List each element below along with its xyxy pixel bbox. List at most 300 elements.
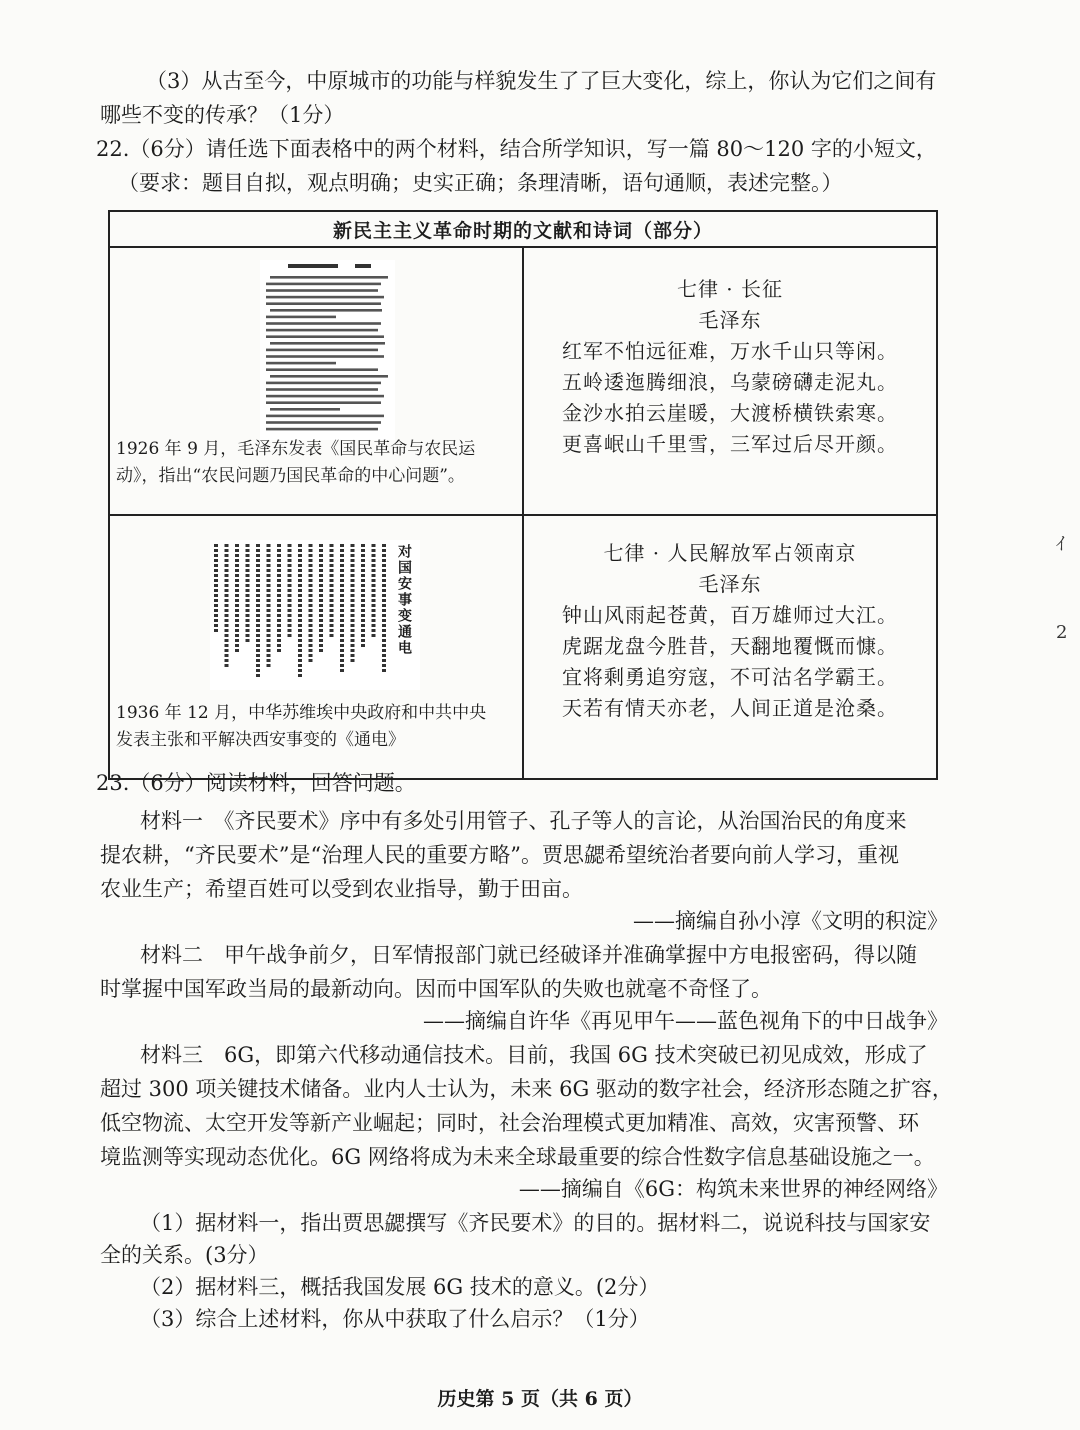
document-text-mark [382,564,386,567]
document-text-line [270,375,388,378]
document-text-mark [309,549,313,552]
document-text-mark [309,654,313,657]
document-text-mark [382,574,386,577]
document-text-line [266,395,384,398]
page-footer: 历史第 5 页（共 6 页） [437,1388,643,1410]
document-text-mark [340,619,344,622]
document-text-mark [372,554,376,557]
document-text-mark [309,609,313,612]
document-text-mark [298,654,302,657]
document-text-mark [267,569,271,572]
document-text-mark [277,569,281,572]
document-text-mark [246,614,250,617]
document-text-mark [277,564,281,567]
document-1926-image [260,260,395,440]
document-text-mark [277,589,281,592]
document-text-mark [372,544,376,547]
document-text-mark [372,624,376,627]
document-text-mark [319,574,323,577]
document-text-mark [225,604,229,607]
document-text-mark [235,599,239,602]
document-text-mark [267,604,271,607]
document-text-mark [330,604,334,607]
document-text-mark [351,654,355,657]
document-text-mark [256,579,260,582]
cell-poem-long-march [523,247,937,515]
document-text-mark [214,624,218,627]
document-text-mark [382,614,386,617]
document-text-mark [309,624,313,627]
document-text-mark [340,574,344,577]
document-text-mark [319,589,323,592]
document-text-mark [277,544,281,547]
document-text-mark [267,589,271,592]
document-text-mark [235,594,239,597]
document-text-mark [361,584,365,587]
document-text-mark [267,594,271,597]
document-text-mark [288,549,292,552]
document-text-mark [340,624,344,627]
document-text-mark [246,579,250,582]
m1-source: ——摘编自孙小淳《文明的积淀》 [633,909,948,933]
document-text-mark [277,584,281,587]
document-text-mark [340,544,344,547]
document-text-mark [256,584,260,587]
m3-line4: 境监测等实现动态优化。6G 网络将成为未来全球最重要的综合性数字信息基础设施之一。 [100,1145,935,1169]
poem1-line: 更喜岷山千里雪，三军过后尽开颜。 [562,432,898,456]
document-text-mark [246,559,250,562]
document-text-mark [382,619,386,622]
document-text-mark [277,559,281,562]
poem1-line: 五岭逶迤腾细浪，乌蒙磅礴走泥丸。 [562,370,898,394]
document-text-line [266,349,378,352]
document-text-mark [235,574,239,577]
document-text-mark [267,654,271,657]
document-text-mark [214,554,218,557]
document-text-mark [277,644,281,647]
document-text-mark [309,574,313,577]
document-text-mark [330,579,334,582]
document-text-mark [351,599,355,602]
document-text-line [266,296,384,299]
document-text-mark [351,604,355,607]
document-text-mark [319,604,323,607]
poem2-line: 宜将剩勇追穷寇，不可沽名学霸王。 [562,665,898,689]
document-text-mark [382,589,386,592]
document-text-mark [225,644,229,647]
document-text-mark [214,614,218,617]
document-text-mark [309,594,313,597]
document-text-mark [298,609,302,612]
document-text-line [266,302,381,305]
document-text-mark [309,564,313,567]
document-text-mark [361,589,365,592]
document-text-mark [256,554,260,557]
document-1936-title: 对国安事变通电 [396,544,412,656]
document-text-mark [214,584,218,587]
document-text-mark [246,574,250,577]
document-text-mark [298,644,302,647]
document-text-mark [277,599,281,602]
document-text-mark [372,574,376,577]
document-text-mark [351,544,355,547]
document-text-mark [256,594,260,597]
document-text-mark [372,594,376,597]
document-text-mark [235,644,239,647]
document-text-mark [256,569,260,572]
document-text-mark [309,579,313,582]
q22-line2: （要求：题目自拟，观点明确；史实正确；条理清晰，语句通顺，表述完整。） [118,171,843,195]
document-text-mark [340,559,344,562]
document-text-mark [246,544,250,547]
document-text-mark [361,619,365,622]
document-text-mark [267,634,271,637]
q23-sub1-line2: 全的关系。(3分） [100,1243,269,1267]
document-text-mark [225,664,229,667]
document-text-mark [267,649,271,652]
document-text-mark [246,564,250,567]
margin-mark-2: 2 [1056,622,1068,643]
document-text-mark [277,639,281,642]
document-text-mark [298,544,302,547]
document-text-mark [298,614,302,617]
document-text-mark [382,599,386,602]
document-text-line [266,335,384,338]
document-text-mark [361,609,365,612]
caption-1936-line2: 发表主张和平解决西安事变的《通电》 [116,730,405,750]
document-text-mark [298,604,302,607]
document-text-mark [351,639,355,642]
document-text-mark [340,584,344,587]
document-text-mark [330,574,334,577]
document-text-mark [340,554,344,557]
document-text-mark [361,599,365,602]
document-text-mark [351,589,355,592]
document-text-mark [340,639,344,642]
document-text-mark [225,544,229,547]
document-text-mark [309,614,313,617]
document-text-mark [246,604,250,607]
document-text-mark [277,609,281,612]
document-text-mark [246,589,250,592]
document-text-mark [235,619,239,622]
document-text-mark [225,564,229,567]
document-text-mark [267,564,271,567]
document-text-mark [340,604,344,607]
document-text-mark [298,664,302,667]
document-text-mark [214,629,218,632]
document-text-mark [319,649,323,652]
document-text-mark [340,664,344,667]
document-text-mark [309,559,313,562]
document-text-mark [361,639,365,642]
document-text-mark [330,589,334,592]
document-text-mark [361,554,365,557]
document-text-mark [361,569,365,572]
document-text-mark [382,544,386,547]
document-text-mark [351,644,355,647]
document-text-mark [225,624,229,627]
document-text-mark [330,619,334,622]
m3-line1: 材料三 6G，即第六代移动通信技术。目前，我国 6G 技术突破已初见成效，形成了 [140,1043,928,1067]
document-text-line [270,309,382,312]
document-text-mark [235,624,239,627]
document-text-mark [256,619,260,622]
document-text-mark [382,609,386,612]
m2-line1: 材料二 甲午战争前夕，日军情报部门就已经破译并准确掌握中方电报密码，得以随 [140,943,917,967]
document-text-mark [340,579,344,582]
q22-line1: 22.（6分）请任选下面表格中的两个材料，结合所学知识，写一篇 80～120 字的小短文， [96,137,937,161]
document-text-mark [372,604,376,607]
document-text-mark [372,549,376,552]
document-text-mark [267,579,271,582]
document-text-mark [340,589,344,592]
document-text-mark [235,579,239,582]
document-text-mark [267,544,271,547]
document-text-mark [267,559,271,562]
document-text-mark [340,649,344,652]
document-text-mark [319,624,323,627]
document-text-mark [214,594,218,597]
document-text-mark [288,544,292,547]
margin-mark-1: ｲ [1056,534,1065,555]
document-text-mark [372,599,376,602]
document-text-mark [298,584,302,587]
document-text-mark [298,634,302,637]
document-text-mark [235,549,239,552]
document-text-mark [382,664,386,667]
document-text-mark [309,659,313,662]
document-text-line [270,342,385,345]
document-text-mark [298,559,302,562]
document-text-mark [256,609,260,612]
document-text-mark [382,594,386,597]
document-text-mark [382,659,386,662]
document-text-mark [225,659,229,662]
document-text-mark [225,599,229,602]
document-text-mark [225,569,229,572]
document-text-mark [288,609,292,612]
q21-3-line1: （3）从古至今，中原城市的功能与样貌发生了了巨大变化，综上，你认为它们之间有 [146,69,937,93]
document-text-mark [256,564,260,567]
document-text-line [266,382,381,385]
document-text-mark [256,589,260,592]
document-text-mark [246,609,250,612]
document-text-mark [330,629,334,632]
document-text-mark [267,584,271,587]
document-text-mark [288,564,292,567]
document-text-line [266,329,378,332]
document-text-mark [351,609,355,612]
document-text-mark [351,574,355,577]
document-text-line [266,401,381,404]
document-text-mark [319,559,323,562]
document-text-mark [235,629,239,632]
document-text-mark [256,604,260,607]
cell-document-1936 [109,515,523,779]
document-text-mark [214,559,218,562]
document-text-mark [330,584,334,587]
document-text-mark [361,634,365,637]
document-text-line [266,355,384,358]
poem1-line: 金沙水拍云崖暖，大渡桥横铁索寒。 [562,401,898,425]
document-text-mark [372,584,376,587]
document-text-mark [235,604,239,607]
q21-3-line2: 哪些不变的传承？（1分） [100,103,345,127]
document-text-mark [235,559,239,562]
document-text-mark [256,669,260,672]
document-text-mark [225,579,229,582]
document-text-mark [225,584,229,587]
document-text-mark [214,599,218,602]
document-text-mark [361,629,365,632]
document-text-mark [319,569,323,572]
document-1936-image [210,540,420,690]
document-text-mark [225,594,229,597]
document-text-mark [351,634,355,637]
document-text-mark [277,554,281,557]
poem1-line: 红军不怕远征难，万水千山只等闲。 [562,339,898,363]
document-text-mark [298,674,302,677]
document-text-mark [298,639,302,642]
document-text-mark [351,624,355,627]
document-text-mark [351,569,355,572]
document-text-mark [225,554,229,557]
document-text-mark [351,649,355,652]
document-text-mark [351,659,355,662]
document-text-mark [298,629,302,632]
document-text-mark [214,604,218,607]
q23-sub2: （2）据材料三，概括我国发展 6G 技术的意义。(2分） [140,1275,660,1299]
document-text-mark [235,554,239,557]
document-text-mark [298,594,302,597]
m3-source: ——摘编自《6G：构筑未来世界的神经网络》 [518,1177,948,1201]
document-text-mark [361,614,365,617]
document-text-mark [319,549,323,552]
document-text-mark [309,629,313,632]
document-text-mark [288,584,292,587]
document-text-mark [351,549,355,552]
document-text-mark [288,579,292,582]
document-text-mark [372,634,376,637]
document-text-line [266,283,381,286]
document-text-mark [277,574,281,577]
document-text-mark [256,559,260,562]
document-text-mark [256,624,260,627]
document-text-mark [256,574,260,577]
document-text-mark [340,609,344,612]
document-text-mark [382,559,386,562]
document-text-mark [235,544,239,547]
document-text-mark [256,664,260,667]
document-text-mark [246,549,250,552]
document-text-mark [298,619,302,622]
q23-intro: 23.（6分）阅读材料，回答问题。 [96,771,416,795]
materials-table [108,210,938,780]
document-text-mark [256,639,260,642]
document-text-mark [267,664,271,667]
document-text-mark [267,659,271,662]
document-text-mark [309,569,313,572]
document-text-line [266,289,378,292]
document-text-line [270,276,388,279]
document-text-mark [319,614,323,617]
poem1-author: 毛泽东 [698,308,762,332]
document-text-mark [277,619,281,622]
document-text-mark [319,629,323,632]
document-text-mark [361,544,365,547]
document-text-mark [235,569,239,572]
document-text-mark [298,574,302,577]
document-text-mark [214,564,218,567]
document-text-mark [340,644,344,647]
document-text-mark [277,614,281,617]
q23-sub3: （3）综合上述材料，你从中获取了什么启示？（1分） [140,1307,650,1331]
document-text-mark [361,549,365,552]
document-text-mark [351,584,355,587]
document-text-mark [309,644,313,647]
document-text-mark [214,589,218,592]
document-text-mark [225,589,229,592]
document-text-mark [235,584,239,587]
document-text-mark [225,549,229,552]
document-text-mark [382,549,386,552]
document-text-mark [330,554,334,557]
m3-line2: 超过 300 项关键技术储备。业内人士认为，未来 6G 驱动的数字社会，经济形态随之扩容， [100,1077,953,1101]
document-text-mark [214,574,218,577]
cell-poem-nanjing [523,515,937,779]
document-text-mark [351,629,355,632]
m1-line1: 材料一 《齐民要术》序中有多处引用管子、孔子等人的言论，从治国治民的角度来 [140,809,907,833]
document-text-mark [246,569,250,572]
m3-line3: 低空物流、太空开发等新产业崛起；同时，社会治理模式更加精准、高效，灾害预警、环 [100,1111,919,1135]
document-text-mark [225,559,229,562]
document-text-mark [372,589,376,592]
document-text-mark [361,604,365,607]
document-text-mark [340,669,344,672]
document-text-mark [288,599,292,602]
document-text-mark [351,554,355,557]
document-text-mark [267,609,271,612]
document-text-mark [309,634,313,637]
document-text-line [266,322,381,325]
poem2-line: 天若有情天亦老，人间正道是沧桑。 [562,696,898,720]
document-text-mark [288,629,292,632]
document-text-mark [225,634,229,637]
document-text-mark [235,609,239,612]
document-text-mark [277,549,281,552]
document-text-mark [235,564,239,567]
document-text-mark [361,559,365,562]
document-text-mark [246,629,250,632]
document-text-mark [382,644,386,647]
document-text-mark [340,564,344,567]
document-text-mark [330,564,334,567]
document-text-mark [340,594,344,597]
document-text-mark [382,634,386,637]
document-text-mark [235,634,239,637]
document-text-mark [214,579,218,582]
document-text-mark [361,579,365,582]
document-text-mark [309,544,313,547]
document-text-line [266,388,378,391]
document-text-mark [256,654,260,657]
document-text-mark [298,549,302,552]
poem2-line: 钟山风雨起苍黄，百万雄师过大江。 [562,603,898,627]
table-header: 新民主主义革命时期的文献和诗词（部分） [109,211,937,247]
caption-1926-line2: 动》，指出“农民问题乃国民革命的中心问题”。 [116,466,465,486]
poem2-line: 虎踞龙盘今胜昔，天翻地覆慨而慷。 [562,634,898,658]
